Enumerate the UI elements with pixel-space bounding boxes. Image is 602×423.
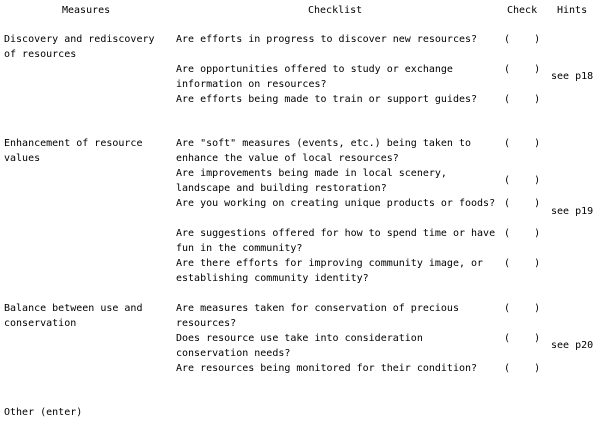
checklist-item: Are "soft" measures (events, etc.) being taken to enhance the value of local resources? [176, 138, 472, 164]
checklist-item: Are suggestions offered for how to spend time or have fun in the community? [176, 228, 496, 254]
check-box[interactable]: ( ) [504, 138, 541, 149]
check-box[interactable]: ( ) [504, 198, 541, 209]
checklist-item: Are resources being monitored for their condition? [176, 363, 478, 374]
measure-balance: Balance between use and conservation [4, 303, 143, 329]
check-box[interactable]: ( ) [504, 175, 541, 186]
check-box[interactable]: ( ) [504, 228, 541, 239]
checklist-item: Are you working on creating unique products or foods? [176, 198, 496, 209]
checklist-item: Are there efforts for improving community image, or establishing community identity? [176, 258, 484, 284]
checklist-item: Does resource use take into consideration conservation needs? [176, 333, 423, 359]
header-hints: Hints [557, 5, 588, 16]
other-entry-label: Other (enter) [4, 407, 83, 418]
check-box[interactable]: ( ) [504, 34, 541, 45]
header-checklist: Checklist [308, 5, 363, 16]
checklist-item: Are opportunities offered to study or exchange information on resources? [176, 64, 453, 90]
measure-enhancement: Enhancement of resource values [4, 138, 143, 164]
check-box[interactable]: ( ) [504, 333, 541, 344]
check-box[interactable]: ( ) [504, 303, 541, 314]
check-box[interactable]: ( ) [504, 258, 541, 269]
check-box[interactable]: ( ) [504, 94, 541, 105]
header-measures: Measures [62, 5, 111, 16]
check-box[interactable]: ( ) [504, 363, 541, 374]
hint-link-p20: see p20 [551, 340, 594, 351]
check-box[interactable]: ( ) [504, 64, 541, 75]
checklist-item: Are efforts in progress to discover new resources? [176, 34, 478, 45]
checklist-item: Are efforts being made to train or support guides? [176, 94, 478, 105]
hint-link-p19: see p19 [551, 206, 594, 217]
checklist-item: Are measures taken for conservation of precious resources? [176, 303, 459, 329]
header-check: Check [507, 5, 538, 16]
hint-link-p18: see p18 [551, 71, 594, 82]
checklist-item: Are improvements being made in local scenery, landscape and building restoration? [176, 168, 447, 194]
measure-discovery: Discovery and rediscovery of resources [4, 34, 155, 60]
